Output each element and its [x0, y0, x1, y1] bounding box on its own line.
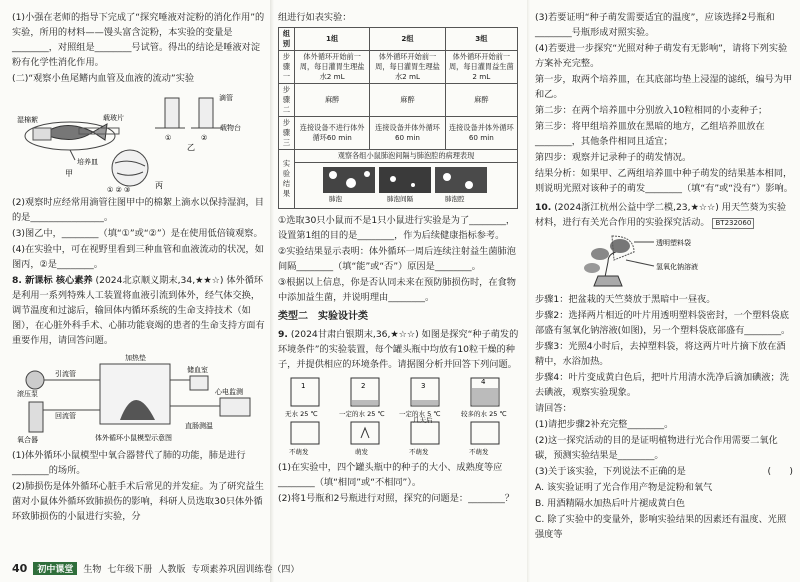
jar-3-num: 3: [421, 382, 426, 390]
brand-badge: 初中课堂: [33, 562, 77, 575]
q8-analysis-3: ③根据以上信息，你是否认同未来在预防肺损伤时，在食物中添加益生菌，并说明理由________。: [278, 277, 516, 303]
table-row: [279, 117, 518, 150]
rectal-label: 直肠测温: [184, 422, 213, 430]
question-3-text: (3)图乙中，________（填“①”或“②”）是在使用低倍镜观察。: [12, 228, 263, 239]
table-row: [279, 150, 518, 163]
question-2-text: (2)观察时应经常用滴管往图甲中的棉絮上滴水以保持湿润，目的是________________。: [12, 197, 264, 223]
table-cell: 体外循环开始前一周，每日灌胃益生菌2 mL: [445, 51, 517, 84]
procedure-step-4: 步骤4：叶片变成黄白色后，把叶片用清水洗净后滴加碘液；洗去碘液，观察实验现象。: [535, 372, 789, 398]
table-header-cell: 3组: [445, 28, 517, 51]
answer-3: (3)关于该实验，下列说法不正确的是: [535, 466, 686, 477]
table-cell: 体外循环开始前一周，每日灌胃生理盐水2 mL: [294, 51, 369, 84]
footer-series: 专项素养巩固训练卷（四）: [191, 565, 300, 575]
question-1-text: (1)小强在老师的指导下完成了“探究唾液对淀粉的消化作用”的实验，所用的材料——馒头富含淀粉，本实验的变量是________，对照组是________号试管。得出的结论是唾液对淀粉有化学性消化作用。: [12, 12, 265, 68]
question-9-sub4: (4)若要进一步探究“光照对种子萌发有无影响”，请将下列实验方案补充完整。: [535, 43, 788, 69]
wet-cotton-label: 湿棉絮: [16, 116, 38, 124]
page-number: 40: [12, 562, 28, 575]
result-analysis: 结果分析：如果甲、乙两组培养皿中种子萌发的结果基本相同，则说明光照对该种子的萌发________（填“有”或“没有”）影响。: [535, 168, 793, 194]
table-cell: 体外循环开始前一周，每日灌胃生理盐水2 mL: [370, 51, 445, 84]
row-label: 步骤三: [279, 117, 295, 150]
histology-images: [321, 165, 491, 203]
jar-1-condition: 无水 25 ℃: [285, 410, 318, 418]
cavity-label: 肺泡腔: [444, 195, 465, 203]
column-divider-shadow: [527, 0, 530, 582]
naoh-label: 氢氧化钠溶液: [656, 263, 698, 271]
result-note: 观察各组小鼠肺泡间隔与肺泡腔的病理表现: [294, 150, 517, 163]
artery-label: 引流管: [54, 370, 76, 378]
question-4-text: (4)在实验中，可在视野里看到三种血管和血液流动的状况，如图丙，②是________。: [12, 244, 264, 270]
step-4: 第四步：观察并记录种子的萌发情况。: [535, 152, 692, 163]
dropper-label: 滴管: [218, 94, 233, 102]
row-label: 实验结果: [279, 150, 295, 209]
fish-figure-svg: [15, 88, 265, 193]
days-later-note: 几天后: [413, 416, 433, 424]
footer-grade: 七年级下册: [107, 565, 153, 575]
return-tube-label: 回流管: [54, 412, 76, 420]
jar-4-num: 4: [481, 378, 486, 386]
column-right: [535, 10, 793, 543]
section-2-title: (二)“观察小鱼尾鳍内血管及血液的流动”实验: [12, 73, 195, 84]
plant-svg: [564, 232, 764, 290]
question-9-body: 如图是探究“种子萌发的环境条件”的实验装置，每个罐头瓶中均放有10粒干燥的种子，并提供相应的环境条件。请据图分析并回答下列问题。: [278, 329, 519, 370]
question-8-head: 8. 新课标 核心素养: [12, 275, 93, 286]
table-header-cell: 1组: [294, 28, 369, 51]
reservoir-label: 储血室: [186, 366, 208, 374]
oxygenator-label: 氧合器: [16, 436, 38, 444]
seed-jars-figure: [278, 374, 524, 458]
footer-edition: 人教版: [158, 565, 186, 575]
row-label: 步骤二: [279, 84, 295, 117]
page-footer: [12, 562, 299, 575]
table-header-cell: 组别: [279, 28, 295, 51]
step-3: 第三步：将甲组培养皿放在黑暗的地方，乙组培养皿放在________，其他条件相同且适宜；: [535, 121, 765, 147]
experiment-table: [278, 27, 518, 209]
column-left: [12, 10, 267, 525]
dish-label: 培养皿: [76, 158, 98, 166]
table-intro: 组进行如表实验：: [278, 12, 352, 23]
answer-1: (1)请把步骤2补充完整________。: [535, 419, 674, 430]
ecg-label: 心电监测: [214, 388, 243, 396]
jar-1-num: 1: [301, 382, 306, 390]
warmer-label: 加热垫: [124, 354, 146, 362]
procedure-step-3: 步骤3：光照4小时后，去掉塑料袋，将这两片叶片摘下放在酒精中，水浴加热。: [535, 341, 786, 367]
answer-3-bracket: ( ): [767, 466, 793, 477]
jar-4-result: 不萌发: [469, 448, 489, 456]
question-10-head: 10.: [535, 202, 552, 213]
footer-subject: 生物: [83, 565, 102, 575]
question-8-body: 体外循环是利用一系列特殊人工装置将血液引流到体外，经气体交换，调节温度和过滤后，输回体内循环系统的生命支持技术（如图），在心脏外科手术、心肺功能衰竭的患者的生命支持方面有重要作用，请回答问题。: [12, 275, 265, 346]
question-8-sub2: (2)肺损伤是体外循环心脏手术后常见的并发症。为了研究益生菌对小鼠体外循环致肺损伤的影响，科研人员选取30只体外循环致肺损伤的小鼠进行实验，分: [12, 481, 264, 522]
objective-2-marker: ②: [200, 134, 207, 142]
vessel-marker: ① ② ③: [106, 186, 130, 193]
answer-2: (2)这一探究活动的目的是证明植物进行光合作用需要二氧化碳，预测实验结果是________。: [535, 435, 778, 461]
row-label: 步骤一: [279, 51, 295, 84]
jar-4-condition: 较多的水 25 ℃: [461, 410, 507, 418]
slide-label: 载玻片: [102, 114, 124, 122]
table-cell: 麻醉: [445, 84, 517, 117]
ask-heading: 请回答：: [535, 403, 572, 414]
q8-analysis-1: ①选取30只小鼠而不是1只小鼠进行实验是为了________，设置第1组的目的是________，作为后续健康指标参考。: [278, 215, 516, 241]
option-b: B. 用酒精隔水加热后叶片褪成黄白色: [535, 498, 685, 509]
option-a: A. 该实验证明了光合作用产物是淀粉和氧气: [535, 482, 713, 493]
table-cell: 麻醉: [370, 84, 445, 117]
table-cell: 连接设备并体外循环60 min: [370, 117, 445, 150]
question-10-source: (2024浙江杭州公益中学二模,23,★☆☆): [554, 202, 719, 213]
question-9-sub1: (1)在实验中，四个罐头瓶中的种子的大小、成熟度等应________（填“相同”或“不相同”）。: [278, 462, 503, 488]
question-8-source: (2024北京顺义期末,34,★★☆): [95, 275, 224, 286]
apparatus-caption: 体外循环小鼠模型示意图: [94, 434, 172, 442]
table-row: [279, 84, 518, 117]
option-c: C. 除了实验中的变量外，影响实验结果的因素还有温度、光照强度等: [535, 514, 787, 540]
section-type-2-title: 类型二 实验设计类: [278, 311, 368, 322]
figure-bing-label: 丙: [154, 181, 163, 190]
procedure-step-1: 步骤1：把盆栽的天竺葵放于黑暗中一昼夜。: [535, 294, 716, 305]
question-8-sub1: (1)体外循环小鼠模型中氧合器替代了肺的功能，肺是进行________的场所。: [12, 450, 246, 476]
result-images: [294, 163, 517, 209]
jar-2-result: 萌发: [355, 448, 368, 456]
table-row: [279, 163, 518, 209]
table-header-cell: 2组: [370, 28, 445, 51]
figure-jia-label: 甲: [64, 169, 73, 178]
table-cell: 连接设备并体外循环60 min: [445, 117, 517, 150]
objective-1-marker: ①: [164, 134, 171, 142]
step-1: 第一步，取两个培养皿，在其底部均垫上浸湿的滤纸，编号为甲和乙。: [535, 74, 793, 100]
question-9-source: (2024甘肃白银期末,36,★☆☆): [290, 329, 419, 340]
figure-yi-label: 乙: [186, 143, 195, 152]
page-fold-shadow: [270, 0, 274, 582]
q8-analysis-2: ②实验结果显示表明：体外循环一周后连续注射益生菌肺泡间隔________（填“能”或“否”）原因是________。: [278, 246, 516, 272]
jar-2-num: 2: [361, 382, 366, 390]
table-cell: 麻醉: [294, 84, 369, 117]
jar-1-result: 不萌发: [289, 448, 309, 456]
jar-3-condition: 一定的水 5 ℃: [399, 410, 441, 418]
procedure-step-2: 步骤2：选择两片相近的叶片用透明塑料袋密封，一个塑料袋底部盛有氢氧化钠溶液(如图)，另一个塑料袋底部盛有________。: [535, 310, 791, 336]
jar-3-result: 不萌发: [409, 448, 429, 456]
question-10-body: 用天竺葵为实验材料，进行有关光合作用的实验探究活动。: [535, 202, 787, 228]
question-9-head: 9.: [278, 329, 288, 340]
apparatus-svg: [15, 350, 265, 446]
jars-svg: [281, 374, 521, 458]
step-2: 第二步：在两个培养皿中分别放入10粒相同的小麦种子；: [535, 105, 768, 116]
septum-label: 肺泡间隔: [386, 195, 413, 203]
column-middle: [278, 10, 524, 507]
question-9-sub2: (2)将1号瓶和2号瓶进行对照，探究的问题是：________？: [278, 493, 515, 504]
stage-label: 载物台: [219, 124, 241, 132]
question-9-sub3: (3)若要证明“种子萌发需要适宜的温度”，应该选择2号瓶和________号瓶形成对照实验。: [535, 12, 775, 38]
pump-label: 滚压泵: [16, 390, 38, 398]
plant-figure: [535, 232, 793, 290]
bag-label: 透明塑料袋: [656, 239, 691, 247]
table-cell: 连接设备不进行体外循环60 min: [294, 117, 369, 150]
fish-observation-figure: [12, 88, 267, 193]
table-row: [279, 51, 518, 84]
question-code-badge: BT232060: [712, 218, 754, 229]
alveoli-label: 肺泡: [328, 195, 342, 203]
jar-2-condition: 一定的水 25 ℃: [339, 410, 385, 418]
bypass-apparatus-figure: [12, 350, 267, 446]
